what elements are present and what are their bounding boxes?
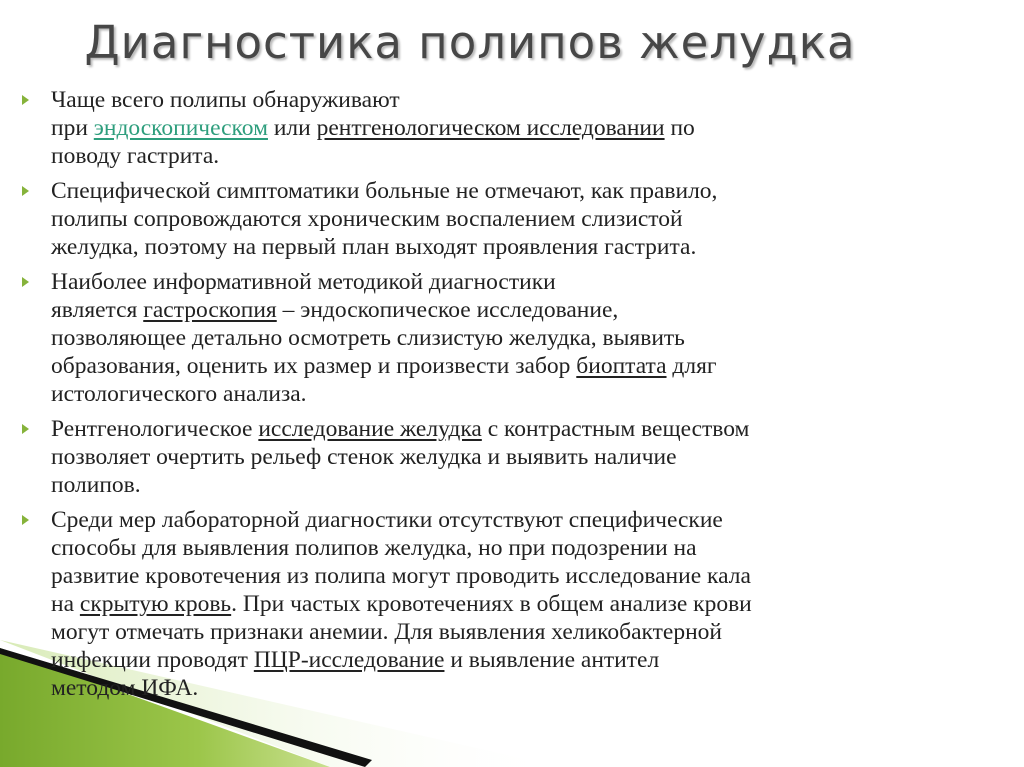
hyperlink[interactable]: биоптата (576, 353, 667, 379)
text-line (51, 646, 1002, 674)
text-line (51, 142, 1002, 170)
text-line (51, 562, 1002, 590)
bullet-item (22, 86, 1002, 170)
bullet-item (22, 268, 1002, 408)
slide-title: Диагностика полипов желудка (84, 16, 856, 69)
text-segment: способы для выявления полипов желудка, но при подозрении на (51, 535, 697, 561)
bullet-item (22, 415, 1002, 499)
bullet-text (51, 506, 1002, 702)
text-segment: инфекции проводят (51, 647, 254, 673)
text-segment: с контрастным веществом (481, 416, 750, 442)
hyperlink-green[interactable]: эндоскопическом (93, 115, 268, 141)
hyperlink[interactable]: рентгенологическом исследовании (316, 115, 665, 141)
text-line (51, 296, 1002, 324)
text-line (51, 352, 1002, 380)
text-segment: развитие кровотечения из полипа могут проводить исследование кала (51, 563, 751, 589)
hyperlink[interactable]: исследование желудка (258, 416, 482, 442)
text-line (51, 268, 1002, 296)
text-line (51, 618, 1002, 646)
hyperlink[interactable]: ПЦР-исследование (253, 647, 445, 673)
text-line (51, 233, 1002, 261)
bullet-arrow-icon (22, 515, 29, 525)
text-line (51, 114, 1002, 142)
text-segment: Среди мер лабораторной диагностики отсутствуют специфические (51, 507, 723, 533)
bullet-list (22, 86, 1002, 709)
bullet-text (51, 415, 1002, 499)
text-segment: позволяющее детально осмотреть слизистую желудка, выявить (51, 325, 685, 351)
bullet-arrow-icon (22, 186, 29, 196)
text-segment: полипы сопровождаются хроническим воспалением слизистой (51, 206, 683, 232)
text-segment: образования, оценить их размер и произвести забор (51, 353, 577, 379)
text-segment: Чаще всего полипы обнаруживают (51, 87, 400, 113)
bullet-text (51, 177, 1002, 261)
text-line (51, 506, 1002, 534)
text-line (51, 324, 1002, 352)
text-line (51, 674, 1002, 702)
text-segment: дляг (666, 353, 717, 379)
text-segment: могут отмечать признаки анемии. Для выявления хеликобактерной (51, 619, 722, 645)
text-segment: при (51, 115, 94, 141)
bullet-arrow-icon (22, 277, 29, 287)
text-segment: Специфической симптоматики больные не отмечают, как правило, (51, 178, 718, 204)
text-segment: – эндоскопическое исследование, (276, 297, 619, 323)
text-segment: полипов. (51, 472, 141, 498)
text-line (51, 534, 1002, 562)
text-line (51, 443, 1002, 471)
text-segment: и выявление антител (444, 647, 660, 673)
hyperlink[interactable]: скрытую кровь (79, 591, 232, 617)
bullet-text (51, 268, 1002, 408)
text-segment: . При частых кровотечениях в общем анализе крови (231, 591, 752, 617)
text-segment: позволяет очертить рельеф стенок желудка и выявить наличие (51, 444, 677, 470)
bullet-item (22, 506, 1002, 702)
bullet-item (22, 177, 1002, 261)
text-segment: Рентгенологическое (51, 416, 259, 442)
text-segment: является (51, 297, 144, 323)
text-line (51, 380, 1002, 408)
bullet-arrow-icon (22, 424, 29, 434)
text-line (51, 177, 1002, 205)
bullet-text (51, 86, 1002, 170)
text-segment: желудка, поэтому на первый план выходят проявления гастрита. (51, 234, 697, 260)
text-segment: истологического анализа. (51, 381, 307, 407)
text-line (51, 205, 1002, 233)
text-segment: поводу гастрита. (51, 143, 220, 169)
text-segment: на (51, 591, 80, 617)
text-line (51, 86, 1002, 114)
text-segment: методом ИФА. (51, 675, 199, 701)
text-line (51, 590, 1002, 618)
text-line (51, 471, 1002, 499)
text-line (51, 415, 1002, 443)
text-segment: Наиболее информативной методикой диагностики (51, 269, 556, 295)
text-segment: по (664, 115, 695, 141)
hyperlink[interactable]: гастроскопия (143, 297, 277, 323)
text-segment: или (267, 115, 317, 141)
bullet-arrow-icon (22, 95, 29, 105)
